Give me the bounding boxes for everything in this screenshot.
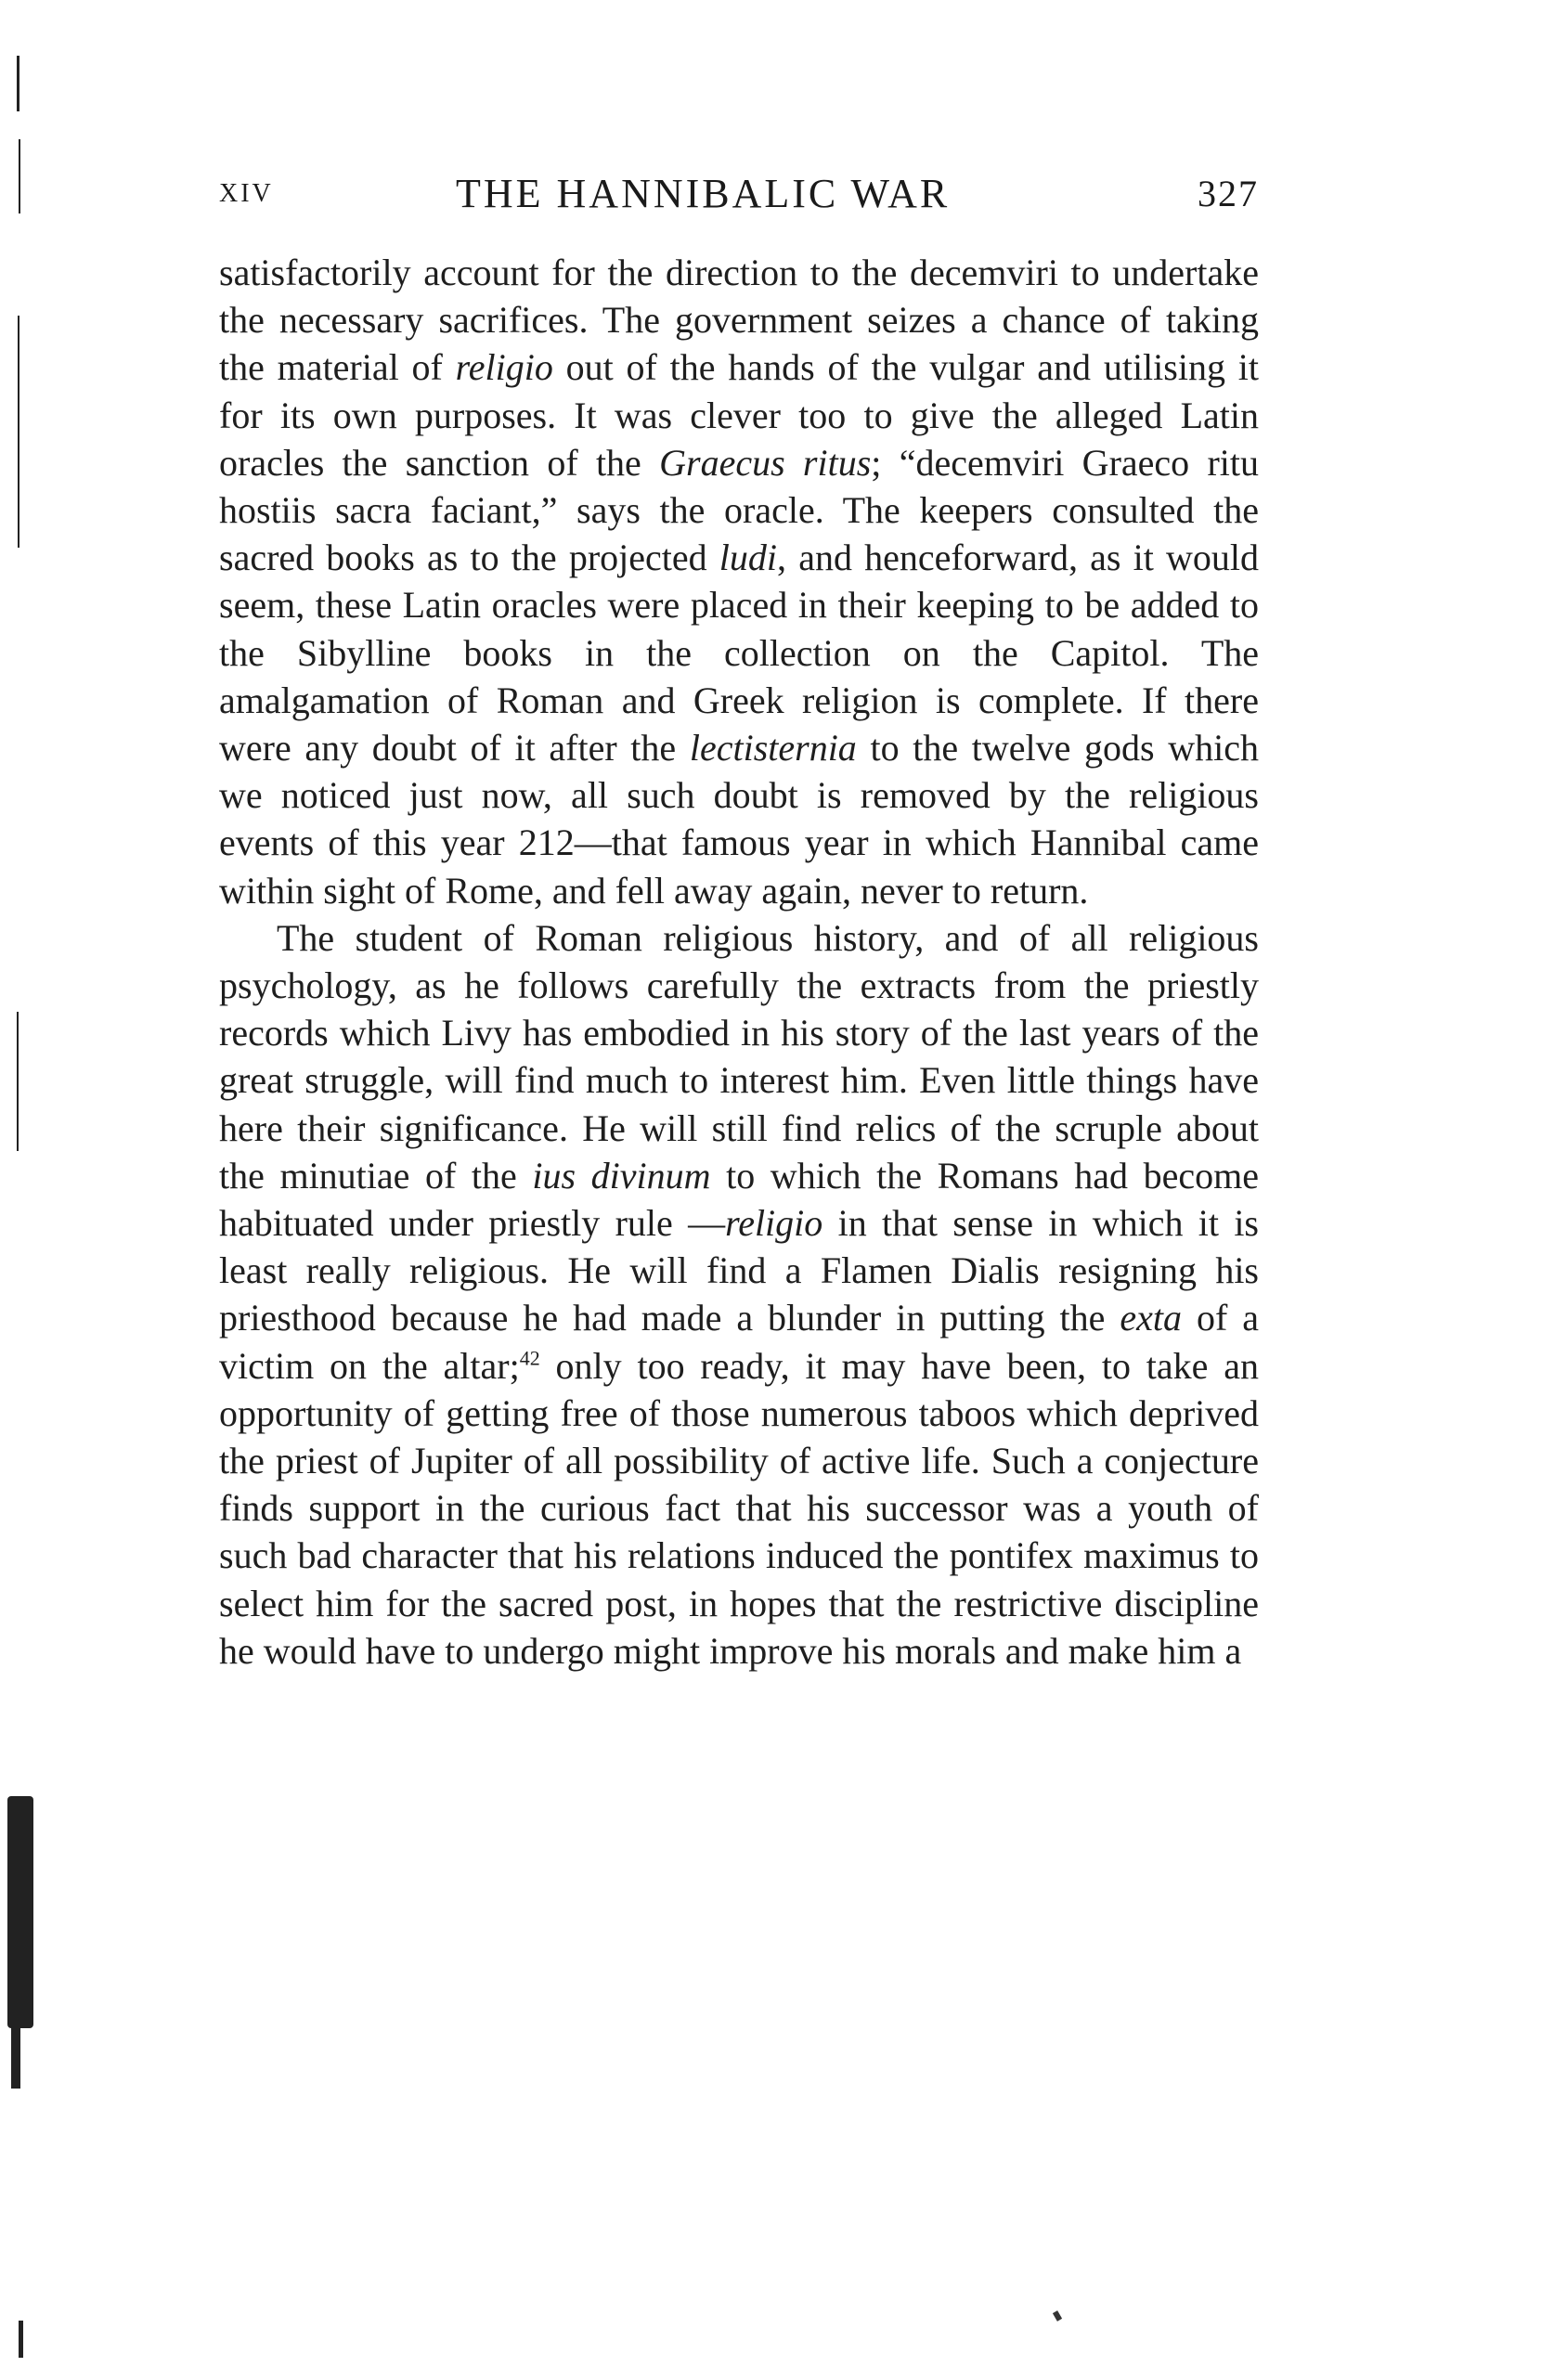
scan-artifact: [18, 316, 19, 548]
italic-term: exta: [1120, 1297, 1183, 1339]
running-header: [219, 170, 1259, 226]
scan-artifact: [19, 139, 20, 213]
running-title: THE HANNIBALIC WAR: [456, 171, 951, 216]
text-run: to the twelve gods which we noticed just now, all such doubt is removed by the religious events of this year 212—that famous year in which Hannibal came within sight of Rome, and fell away again, never to return.: [219, 727, 1260, 912]
italic-term: ius divinum: [532, 1154, 711, 1196]
paragraph: [219, 249, 1259, 914]
italic-term: religio: [725, 1202, 823, 1245]
scan-artifact: [17, 56, 19, 111]
ink-speck: [1053, 2310, 1062, 2322]
text-run: , and henceforward, as it would seem, these Latin oracles were placed in their keeping to be added to the Sibylline books in the collection on the Capitol. The amalgamation of Roman and Greek religion is complete. If there were any doubt of it after the: [219, 537, 1259, 770]
italic-term: religio: [455, 346, 553, 389]
scan-artifact: [7, 1796, 33, 2028]
footnote-marker: 42: [519, 1346, 540, 1370]
paragraph: [219, 914, 1259, 1675]
scan-artifact: [17, 1012, 19, 1151]
page-number: 327: [1198, 173, 1259, 214]
text-run: only too ready, it may have been, to take an opportunity of getting free of those numerous taboos which deprived the priest of Jupiter of all possibility of active life. Such a conjecture finds support in the curious fact that his successor was a youth of such bad character that his relations induced the pontifex maximus to select him for the sacred post, in hopes that the restrictive discipline he would have to undergo might improve his morals and make him a: [219, 1344, 1259, 1672]
text-run: to which the Romans had become habituated under priestly rule —: [219, 1154, 1260, 1245]
text-run: The student of Roman religious history, and of all religious psychology, as he follows carefully the extracts from the priestly records which Livy has embodied in his story of the last years of the great struggle, will find much to interest him. Even little things have here their significance. He will still find relics of the scruple about the minutiae of the: [219, 916, 1259, 1196]
text-run: of a victim on the altar;: [219, 1297, 1259, 1387]
scan-artifact: [11, 2024, 20, 2089]
text-run: ; “decemviri Graeco ritu hostiis sacra faciant,” says the oracle. The keepers consulted the sacred books as to the projected: [219, 441, 1259, 579]
text-run: in that sense in which it is least really religious. He will find a Flamen Dialis resigning his priesthood because he had made a blunder in putting the: [219, 1202, 1260, 1339]
text-run: out of the hands of the vulgar and utilising it for its own purposes. It was clever too to give the alleged Latin oracles the sanction of the: [219, 346, 1259, 484]
text-run: satisfactorily account for the direction to the decemviri to undertake the necessary sacrifices. The government seizes a chance of taking the material of: [219, 252, 1259, 389]
body-text: [219, 249, 1259, 1675]
italic-term: Graecus ritus: [659, 441, 872, 484]
chapter-number: XIV: [219, 179, 274, 208]
italic-term: lectisternia: [689, 727, 857, 770]
scan-artifact: [19, 2321, 23, 2358]
italic-term: ludi: [719, 537, 778, 579]
